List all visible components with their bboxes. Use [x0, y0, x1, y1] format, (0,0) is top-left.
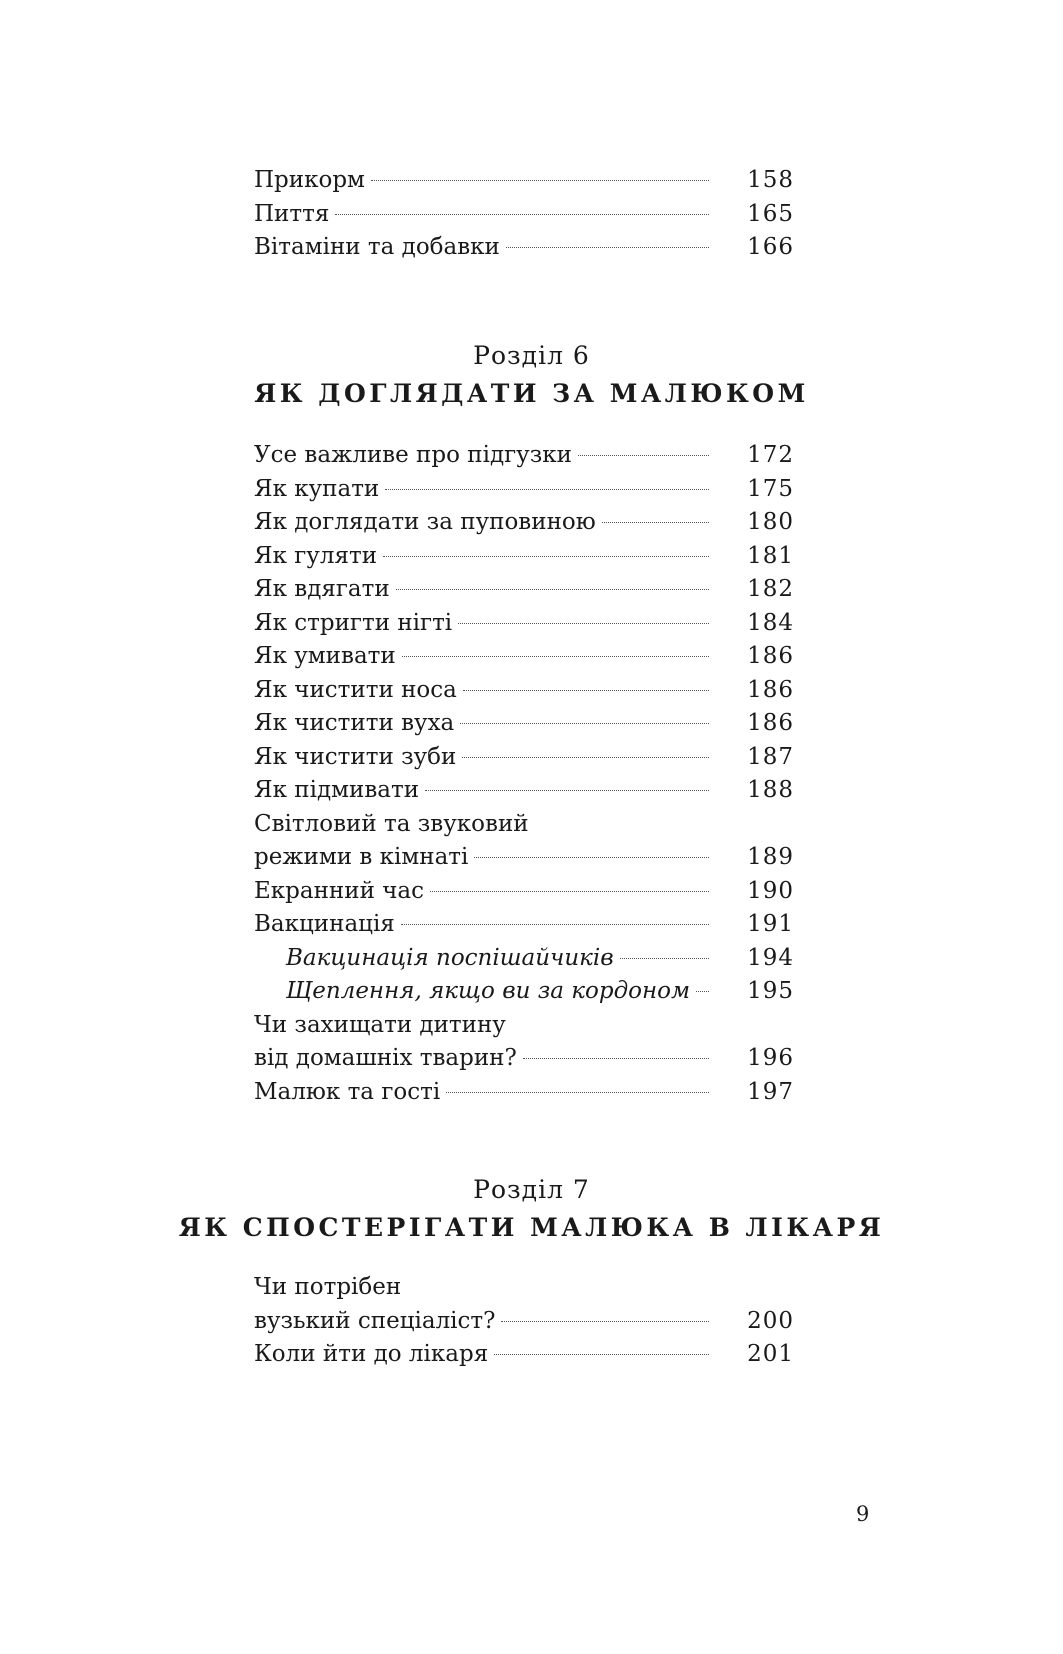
toc-entry-title: від домашніх тварин? — [254, 1045, 517, 1071]
toc-entry-title: Як вдягати — [254, 576, 390, 602]
toc-leader-dots — [460, 723, 709, 724]
toc-leader-dots — [462, 757, 709, 758]
toc-leader-dots — [578, 455, 709, 456]
toc-entry-title: Як чистити носа — [254, 676, 457, 703]
toc-entry — [254, 506, 794, 540]
toc-entry-page: 166 — [747, 234, 794, 260]
toc-leader-dots — [463, 690, 709, 691]
toc-entry — [254, 875, 794, 909]
toc-entry — [254, 540, 794, 574]
toc-entry-page: 191 — [747, 911, 794, 937]
toc-entry-page: 186 — [747, 710, 794, 736]
toc-leader-dots — [602, 522, 709, 523]
toc-entry-title: Коли йти до лікаря — [254, 1341, 489, 1367]
toc-entry-page: 181 — [747, 542, 794, 569]
toc-entry-title: Екранний час — [254, 877, 425, 904]
toc-subentry — [254, 975, 794, 1009]
toc-leader-dots — [523, 1058, 709, 1059]
toc-subentry-title: Щеплення, якщо ви за кордоном — [286, 978, 691, 1004]
toc-entry-title: режими в кімнаті — [254, 844, 469, 870]
toc-leader-dots — [446, 1092, 709, 1093]
toc-entry-title: Малюк та гості — [254, 1078, 441, 1105]
toc-entry-page: 165 — [747, 200, 794, 227]
chapter-6-title: ЯК ДОГЛЯДАТИ ЗА МАЛЮКОМ — [254, 379, 809, 408]
toc-entry — [254, 707, 794, 741]
toc-entry-page: 180 — [747, 509, 794, 535]
toc-leader-dots — [620, 958, 709, 959]
toc-leader-dots — [506, 247, 709, 248]
toc-leader-dots — [458, 623, 709, 624]
toc-entry-title: Пиття — [254, 200, 330, 227]
toc-leader-dots — [385, 489, 709, 490]
toc-entry — [254, 841, 794, 875]
toc-entry — [254, 231, 794, 265]
toc-leader-dots — [401, 924, 709, 925]
toc-entry-page: 186 — [747, 643, 794, 669]
toc-entry — [254, 473, 794, 507]
toc-entry-line1 — [254, 1009, 794, 1043]
toc-entry-page: 189 — [747, 844, 794, 870]
toc-entry-page: 186 — [747, 676, 794, 703]
toc-entry — [254, 674, 794, 708]
toc-leader-dots — [430, 891, 709, 892]
toc-entry — [254, 640, 794, 674]
toc-entry-line1 — [254, 808, 794, 842]
toc-leader-dots — [501, 1321, 709, 1322]
toc-entry-page: 184 — [747, 609, 794, 636]
toc-entry-title: Як стригти нігті — [254, 609, 453, 636]
toc-leader-dots — [371, 180, 709, 181]
toc-entry — [254, 164, 794, 198]
toc-entry-title-line1: Чи потрібен — [254, 1274, 402, 1300]
toc-leader-dots — [335, 214, 709, 215]
toc-entry-title: Як чистити вуха — [254, 710, 455, 736]
toc-chapter-6-section — [254, 439, 794, 1109]
toc-entry-page: 200 — [747, 1307, 794, 1334]
toc-entry — [254, 607, 794, 641]
toc-entry — [254, 1076, 794, 1110]
toc-entry — [254, 439, 794, 473]
toc-subentry — [254, 942, 794, 976]
toc-leader-dots — [425, 790, 709, 791]
toc-entry-page: 158 — [747, 167, 794, 193]
toc-entry-title: Як підмивати — [254, 777, 420, 803]
toc-entry-page: 188 — [747, 777, 794, 803]
toc-leader-dots — [402, 656, 709, 657]
toc-entry — [254, 741, 794, 775]
toc-leader-dots — [494, 1354, 709, 1355]
toc-leader-dots — [696, 991, 709, 992]
toc-entry-title: Вакцинація — [254, 911, 395, 937]
toc-entry-title: Вітаміни та добавки — [254, 234, 500, 260]
toc-entry-title: Усе важливе про підгузки — [254, 442, 572, 468]
toc-entry-page: 175 — [747, 475, 794, 502]
toc-entry-page: 187 — [747, 743, 794, 770]
toc-chapter-7-section — [254, 1271, 794, 1372]
page-number: 9 — [856, 1502, 870, 1526]
toc-leader-dots — [396, 589, 709, 590]
toc-entry-title: Як чистити зуби — [254, 743, 457, 770]
toc-entry-page: 197 — [747, 1078, 794, 1105]
toc-leader-dots — [383, 556, 709, 557]
toc-entry-title: вузький спеціаліст? — [254, 1307, 496, 1334]
toc-entry-page: 196 — [747, 1045, 794, 1071]
toc-entry-title-line1: Світловий та звуковий — [254, 810, 529, 837]
toc-entry — [254, 908, 794, 942]
toc-top-section — [254, 164, 794, 265]
toc-entry-page: 201 — [747, 1341, 794, 1367]
toc-entry-title: Як купати — [254, 475, 380, 502]
chapter-6-label: Розділ 6 — [473, 341, 590, 370]
toc-entry-page: 172 — [747, 442, 794, 468]
toc-entry-title-line1: Чи захищати дитину — [254, 1011, 506, 1038]
toc-entry — [254, 1338, 794, 1372]
chapter-7-label: Розділ 7 — [473, 1175, 590, 1204]
toc-subentry-title: Вакцинація поспішайчиків — [286, 944, 614, 971]
chapter-7-title: ЯК СПОСТЕРІГАТИ МАЛЮКА В ЛІКАРЯ — [178, 1213, 885, 1242]
toc-entry-title: Як доглядати за пуповиною — [254, 509, 596, 535]
toc-leader-dots — [474, 857, 709, 858]
toc-entry — [254, 1305, 794, 1339]
toc-entry-title: Як гуляти — [254, 542, 378, 569]
toc-entry-page: 182 — [747, 576, 794, 602]
toc-entry-title: Прикорм — [254, 167, 365, 193]
toc-entry-page: 194 — [747, 944, 794, 971]
toc-entry — [254, 774, 794, 808]
toc-entry-page: 190 — [747, 877, 794, 904]
toc-entry — [254, 573, 794, 607]
toc-entry-title: Як умивати — [254, 643, 396, 669]
toc-entry — [254, 1042, 794, 1076]
toc-entry — [254, 198, 794, 232]
toc-entry-line1 — [254, 1271, 794, 1305]
toc-entry-page: 195 — [747, 978, 794, 1004]
